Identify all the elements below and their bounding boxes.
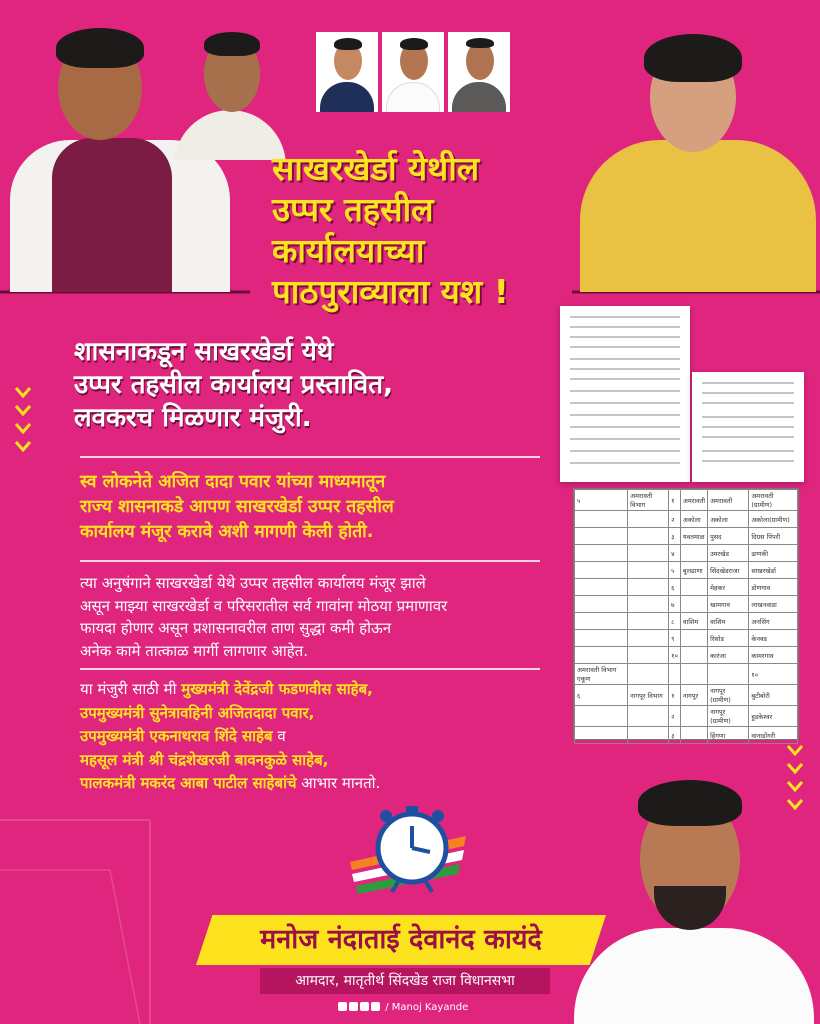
instagram-icon bbox=[360, 1002, 369, 1011]
table-cell: नागपूर (ग्रामीण) bbox=[708, 685, 749, 706]
table-cell: १ bbox=[669, 685, 681, 706]
table-cell: ७ bbox=[669, 596, 681, 613]
table-cell bbox=[628, 562, 669, 579]
table-cell: ५ bbox=[669, 562, 681, 579]
table-cell bbox=[628, 706, 669, 727]
table-cell: २ bbox=[669, 511, 681, 528]
mla-role: आमदार, मातृतीर्थ सिंदखेड राजा विधानसभा bbox=[295, 973, 515, 989]
table-cell: नागपूर bbox=[680, 685, 707, 706]
table-cell: बुटीबोरी bbox=[749, 685, 798, 706]
table-cell: १ bbox=[669, 490, 681, 511]
table-cell bbox=[575, 706, 628, 727]
table-cell: अनसिंग bbox=[749, 613, 798, 630]
table-cell bbox=[680, 664, 707, 685]
table-cell: सिंदखेडराजा bbox=[708, 562, 749, 579]
table-row bbox=[575, 596, 798, 613]
table-cell: कारंजा bbox=[708, 647, 749, 664]
table-row bbox=[575, 562, 798, 579]
table-cell: रिसोड bbox=[708, 630, 749, 647]
table-cell bbox=[628, 613, 669, 630]
table-cell bbox=[680, 706, 707, 727]
facebook-icon bbox=[338, 1002, 347, 1011]
table-cell: हुडकेश्वर bbox=[749, 706, 798, 727]
table-row bbox=[575, 579, 798, 596]
table-cell bbox=[575, 647, 628, 664]
table-cell bbox=[575, 511, 628, 528]
table-cell bbox=[575, 630, 628, 647]
table-row bbox=[575, 545, 798, 562]
table-cell bbox=[628, 630, 669, 647]
divider bbox=[80, 668, 540, 670]
table-cell: डोणगाव bbox=[749, 579, 798, 596]
table-cell: यवतमाळ bbox=[680, 528, 707, 545]
document-scan-1 bbox=[560, 306, 690, 482]
table-cell bbox=[575, 579, 628, 596]
table-cell bbox=[680, 596, 707, 613]
table-cell: ६ bbox=[575, 685, 628, 706]
table-cell bbox=[628, 647, 669, 664]
headline: साखरखेर्डा येथील उप्पर तहसील कार्यालयाच्या पाठपुराव्याला यश ! bbox=[272, 149, 509, 311]
table-cell: उमरखेड bbox=[708, 545, 749, 562]
table-cell bbox=[628, 596, 669, 613]
table-cell: ८ bbox=[669, 613, 681, 630]
leader-photo-second bbox=[170, 30, 290, 160]
table-row bbox=[575, 613, 798, 630]
table-cell bbox=[628, 528, 669, 545]
table-cell bbox=[628, 545, 669, 562]
social-handle-text: / Manoj Kayande bbox=[385, 1002, 469, 1013]
sub-headline: शासनाकडून साखरखेर्डा येथे उप्पर तहसील कार्यालय प्रस्तावित, लवकरच मिळणार मंजुरी. bbox=[74, 337, 393, 433]
table-cell: लाखनवाडा bbox=[749, 596, 798, 613]
table-cell: वानाडोंगरी bbox=[749, 727, 798, 744]
table-row bbox=[575, 727, 798, 744]
x-icon bbox=[349, 1002, 358, 1011]
table-cell: अमरावती bbox=[708, 490, 749, 511]
table-cell: नागपूर (ग्रामीण) bbox=[708, 706, 749, 727]
table-cell bbox=[575, 613, 628, 630]
table-cell: नागपूर विभाग bbox=[628, 685, 669, 706]
table-cell: अकोला bbox=[680, 511, 707, 528]
table-row bbox=[575, 685, 798, 706]
portrait-1 bbox=[316, 32, 378, 112]
table-cell: ३ bbox=[669, 727, 681, 744]
table-cell bbox=[680, 647, 707, 664]
portrait-3 bbox=[448, 32, 510, 112]
table-row bbox=[575, 647, 798, 664]
table-cell: ४ bbox=[669, 545, 681, 562]
table-cell: वाशिम bbox=[680, 613, 707, 630]
table-cell: अमरावती विभाग bbox=[628, 490, 669, 511]
table-row bbox=[575, 528, 798, 545]
table-cell: १० bbox=[749, 664, 798, 685]
table-cell: अमरावती (ग्रामीण) bbox=[749, 490, 798, 511]
social-handles bbox=[338, 1000, 498, 1016]
mla-photo bbox=[560, 768, 820, 1024]
table-cell bbox=[669, 664, 681, 685]
table-row bbox=[575, 511, 798, 528]
table-cell: ढाणकी bbox=[749, 545, 798, 562]
table-cell bbox=[628, 727, 669, 744]
table-cell bbox=[575, 562, 628, 579]
table-cell: वाशिम bbox=[708, 613, 749, 630]
table-cell bbox=[628, 664, 669, 685]
table-cell bbox=[575, 528, 628, 545]
table-cell: २ bbox=[669, 706, 681, 727]
table-cell: अकोला bbox=[708, 511, 749, 528]
demand-paragraph: स्व लोकनेते अजित दादा पवार यांच्या माध्यमातून राज्य शासनाकडे आपण साखरखेर्डा उप्पर तहसील कार्यालय मंजूर करावे अशी मागणी केली होती. bbox=[80, 472, 394, 542]
clock-logo-icon bbox=[346, 800, 476, 900]
table-cell: कामरगाव bbox=[749, 647, 798, 664]
table-cell bbox=[575, 596, 628, 613]
table-cell bbox=[628, 511, 669, 528]
table-cell: मेहकर bbox=[708, 579, 749, 596]
table-cell bbox=[680, 630, 707, 647]
table-cell: ५ bbox=[575, 490, 628, 511]
divider bbox=[80, 456, 540, 458]
table-cell: ३ bbox=[669, 528, 681, 545]
table-cell: पुसद bbox=[708, 528, 749, 545]
table-cell: अमरावती bbox=[680, 490, 707, 511]
table-cell bbox=[680, 727, 707, 744]
table-cell bbox=[680, 579, 707, 596]
table-cell bbox=[680, 545, 707, 562]
table-cell: दिग्रस पिंपरी bbox=[749, 528, 798, 545]
divider bbox=[80, 560, 540, 562]
mla-name: मनोज नंदाताई देवानंद कायंदे bbox=[260, 924, 542, 955]
table-row bbox=[575, 706, 798, 727]
leader-photo-right bbox=[572, 20, 820, 292]
approval-paragraph: त्या अनुषंगाने साखरखेर्डा येथे उप्पर तहसील कार्यालय मंजूर झाले असून माझ्या साखरखेर्डा व परिसरातील सर्व गावांना मोठया प्रमाणावर फायदा होणार असून प्रशासनावरील ताण सुद्धा कमी होऊन अनेक कामे तात्काळ मार्गी लागणार आहेत. bbox=[80, 574, 448, 660]
table-cell: हिंगणा bbox=[708, 727, 749, 744]
table-cell: १० bbox=[669, 647, 681, 664]
document-scan-2 bbox=[692, 372, 804, 482]
table-row bbox=[575, 664, 798, 685]
portrait-2 bbox=[382, 32, 444, 112]
table-cell: साखरखेर्डा bbox=[749, 562, 798, 579]
table-cell: खामगाव bbox=[708, 596, 749, 613]
table-row bbox=[575, 630, 798, 647]
district-table bbox=[573, 488, 799, 740]
chevron-decoration-left bbox=[14, 384, 32, 460]
table-row bbox=[575, 490, 798, 511]
table-cell: अकोला(ग्रामीण) bbox=[749, 511, 798, 528]
table-cell bbox=[575, 727, 628, 744]
youtube-icon bbox=[371, 1002, 380, 1011]
table-cell: बुलढाणा bbox=[680, 562, 707, 579]
table-cell: केनवड bbox=[749, 630, 798, 647]
thanks-paragraph: या मंजुरी साठी मी मुख्यमंत्री देवेंद्रजी फडणवीस साहेब, उपमुख्यमंत्री सुनेत्रावहिनी अजितदादा पवार, उपमुख्यमंत्री एकनाथराव शिंदे साहेब व महसूल मंत्री श्री चंद्रशेखरजी बावनकुळे साहेब, पालकमंत्री मकरंद आबा पाटील साहेबांचे आभार मानतो. bbox=[80, 680, 381, 792]
table-cell: ९ bbox=[669, 630, 681, 647]
table-cell: अमरावती विभाग एकूण bbox=[575, 664, 628, 685]
table-cell: ६ bbox=[669, 579, 681, 596]
table-cell bbox=[708, 664, 749, 685]
table-cell bbox=[628, 579, 669, 596]
table-cell bbox=[575, 545, 628, 562]
